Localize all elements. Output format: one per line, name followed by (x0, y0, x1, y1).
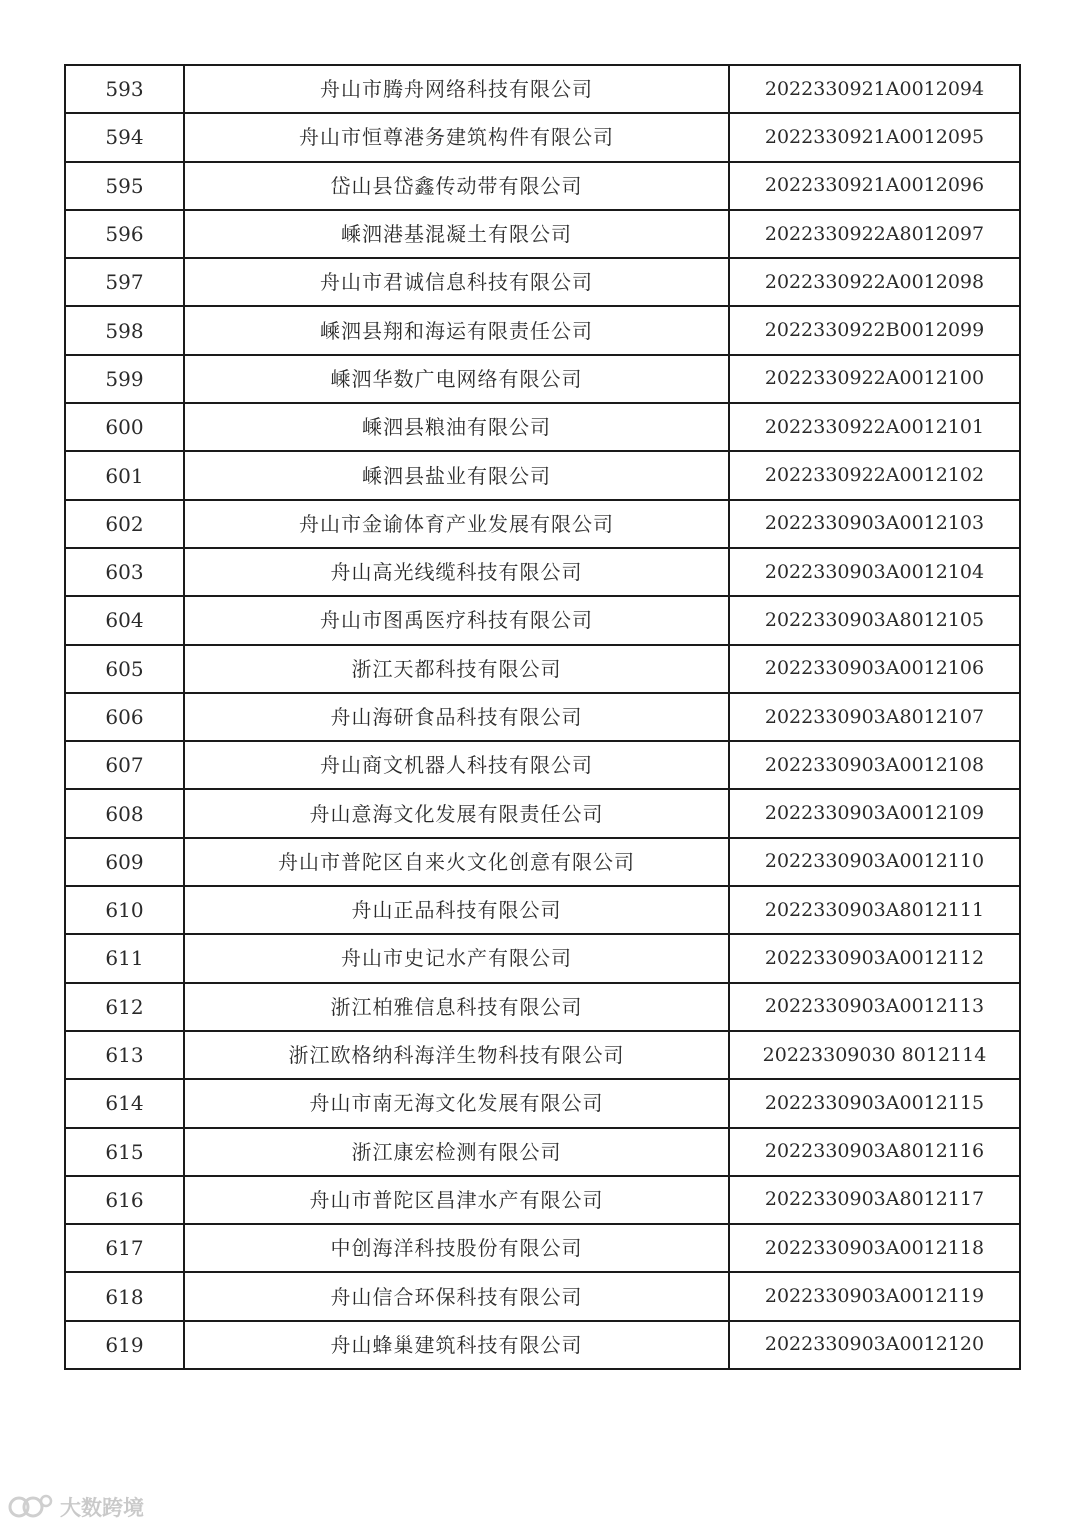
registration-code-cell: 2022330903A0012108 (729, 741, 1020, 789)
row-number-cell: 593 (65, 65, 184, 113)
row-number-cell: 617 (65, 1224, 184, 1272)
registration-code-cell: 2022330903A0012112 (729, 934, 1020, 982)
table-row (65, 645, 1020, 693)
company-name-cell: 舟山海研食品科技有限公司 (184, 693, 729, 741)
table-row (65, 500, 1020, 548)
row-number-cell: 613 (65, 1031, 184, 1079)
table-row (65, 1321, 1020, 1369)
company-name-cell: 浙江欧格纳科海洋生物科技有限公司 (184, 1031, 729, 1079)
registration-code-cell: 2022330922A0012102 (729, 451, 1020, 499)
company-name-cell: 舟山市图禹医疗科技有限公司 (184, 596, 729, 644)
company-name-cell: 舟山市普陀区昌津水产有限公司 (184, 1176, 729, 1224)
row-number-cell: 595 (65, 162, 184, 210)
table-row (65, 596, 1020, 644)
company-name-cell: 中创海洋科技股份有限公司 (184, 1224, 729, 1272)
company-name-cell: 嵊泗县翔和海运有限责任公司 (184, 306, 729, 354)
registration-code-cell: 2022330903A8012116 (729, 1128, 1020, 1176)
registration-code-cell: 2022330922A0012100 (729, 355, 1020, 403)
company-name-cell: 舟山市君诚信息科技有限公司 (184, 258, 729, 306)
table-row (65, 741, 1020, 789)
company-name-cell: 舟山正品科技有限公司 (184, 886, 729, 934)
registration-code-cell: 2022330903A0012119 (729, 1272, 1020, 1320)
row-number-cell: 615 (65, 1128, 184, 1176)
company-name-cell: 浙江柏雅信息科技有限公司 (184, 983, 729, 1031)
row-number-cell: 616 (65, 1176, 184, 1224)
table-row (65, 693, 1020, 741)
company-name-cell: 嵊泗华数广电网络有限公司 (184, 355, 729, 403)
row-number-cell: 598 (65, 306, 184, 354)
registration-code-cell: 2022330903A0012104 (729, 548, 1020, 596)
row-number-cell: 604 (65, 596, 184, 644)
company-name-cell: 舟山信合环保科技有限公司 (184, 1272, 729, 1320)
registration-code-cell: 2022330903A0012109 (729, 789, 1020, 837)
company-name-cell: 嵊泗港基混凝土有限公司 (184, 210, 729, 258)
table-row (65, 355, 1020, 403)
registration-code-cell: 2022330921A0012094 (729, 65, 1020, 113)
company-name-cell: 舟山高光线缆科技有限公司 (184, 548, 729, 596)
registration-code-cell: 2022330903A0012120 (729, 1321, 1020, 1369)
company-registry-table (64, 64, 1021, 1370)
company-name-cell: 舟山市普陀区自来火文化创意有限公司 (184, 838, 729, 886)
row-number-cell: 614 (65, 1079, 184, 1127)
company-name-cell: 舟山蜂巢建筑科技有限公司 (184, 1321, 729, 1369)
brand-logo-icon (8, 1492, 54, 1522)
registration-code-cell: 2022330903A8012105 (729, 596, 1020, 644)
registration-code-cell: 2022330922A8012097 (729, 210, 1020, 258)
company-name-cell: 舟山商文机器人科技有限公司 (184, 741, 729, 789)
table-row (65, 210, 1020, 258)
registration-code-cell: 2022330903A0012118 (729, 1224, 1020, 1272)
table-row (65, 838, 1020, 886)
row-number-cell: 611 (65, 934, 184, 982)
table-row (65, 1224, 1020, 1272)
table-row (65, 548, 1020, 596)
table-row (65, 1031, 1020, 1079)
table-row (65, 306, 1020, 354)
table-row (65, 1128, 1020, 1176)
row-number-cell: 619 (65, 1321, 184, 1369)
registration-code-cell: 2022330922B0012099 (729, 306, 1020, 354)
row-number-cell: 608 (65, 789, 184, 837)
registration-code-cell: 2022330903A0012113 (729, 983, 1020, 1031)
table-row (65, 983, 1020, 1031)
company-name-cell: 浙江天都科技有限公司 (184, 645, 729, 693)
company-name-cell: 岱山县岱鑫传动带有限公司 (184, 162, 729, 210)
row-number-cell: 597 (65, 258, 184, 306)
registration-code-cell: 2022330903A0012106 (729, 645, 1020, 693)
registration-code-cell: 2022330903A8012111 (729, 886, 1020, 934)
company-name-cell: 舟山市腾舟网络科技有限公司 (184, 65, 729, 113)
registration-code-cell: 2022330903A8012117 (729, 1176, 1020, 1224)
row-number-cell: 594 (65, 113, 184, 161)
row-number-cell: 596 (65, 210, 184, 258)
row-number-cell: 600 (65, 403, 184, 451)
row-number-cell: 605 (65, 645, 184, 693)
table-row (65, 65, 1020, 113)
table-row (65, 1272, 1020, 1320)
registration-code-cell: 2022330903A0012110 (729, 838, 1020, 886)
row-number-cell: 601 (65, 451, 184, 499)
registration-code-cell: 20223309030 8012114 (729, 1031, 1020, 1079)
row-number-cell: 602 (65, 500, 184, 548)
company-name-cell: 嵊泗县盐业有限公司 (184, 451, 729, 499)
table-row (65, 258, 1020, 306)
row-number-cell: 599 (65, 355, 184, 403)
watermark (8, 1490, 144, 1524)
registration-code-cell: 2022330922A0012101 (729, 403, 1020, 451)
table-row (65, 789, 1020, 837)
table-body (65, 65, 1020, 1369)
row-number-cell: 612 (65, 983, 184, 1031)
row-number-cell: 610 (65, 886, 184, 934)
company-name-cell: 嵊泗县粮油有限公司 (184, 403, 729, 451)
table-row (65, 1176, 1020, 1224)
table-row (65, 162, 1020, 210)
row-number-cell: 603 (65, 548, 184, 596)
table-row (65, 1079, 1020, 1127)
table-row (65, 403, 1020, 451)
registration-code-cell: 2022330903A8012107 (729, 693, 1020, 741)
watermark-text: 大数跨境 (60, 1496, 144, 1520)
row-number-cell: 609 (65, 838, 184, 886)
company-name-cell: 舟山市史记水产有限公司 (184, 934, 729, 982)
company-name-cell: 舟山市南无海文化发展有限公司 (184, 1079, 729, 1127)
row-number-cell: 618 (65, 1272, 184, 1320)
table-row (65, 886, 1020, 934)
table-row (65, 113, 1020, 161)
company-name-cell: 舟山意海文化发展有限责任公司 (184, 789, 729, 837)
registration-code-cell: 2022330922A0012098 (729, 258, 1020, 306)
row-number-cell: 606 (65, 693, 184, 741)
registration-code-cell: 2022330903A0012103 (729, 500, 1020, 548)
table-row (65, 934, 1020, 982)
table-row (65, 451, 1020, 499)
company-name-cell: 浙江康宏检测有限公司 (184, 1128, 729, 1176)
row-number-cell: 607 (65, 741, 184, 789)
registration-code-cell: 2022330921A0012095 (729, 113, 1020, 161)
company-name-cell: 舟山市恒尊港务建筑构件有限公司 (184, 113, 729, 161)
company-name-cell: 舟山市金谕体育产业发展有限公司 (184, 500, 729, 548)
registration-code-cell: 2022330903A0012115 (729, 1079, 1020, 1127)
registration-code-cell: 2022330921A0012096 (729, 162, 1020, 210)
